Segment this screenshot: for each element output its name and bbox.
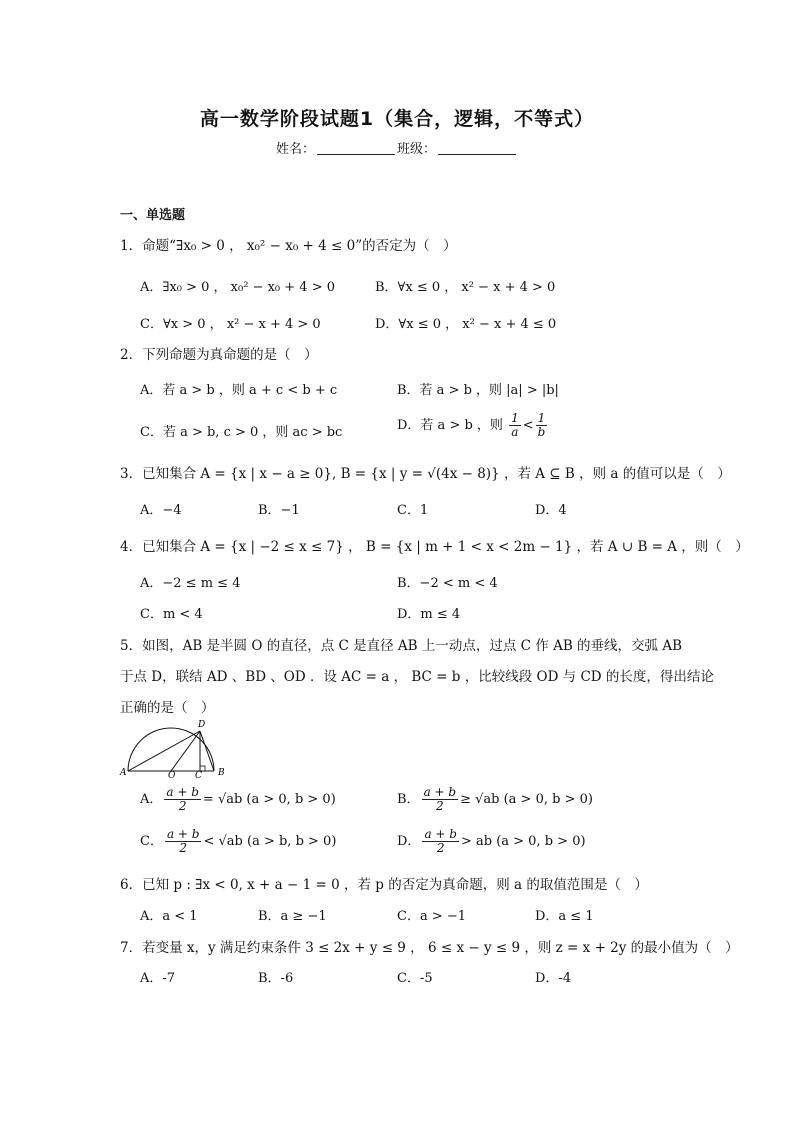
q5-stem-line-3: 正确的是（ ） — [120, 700, 215, 716]
frac-numerator: a + b — [424, 827, 457, 841]
segment-bd — [200, 731, 214, 771]
q2-option-a: A．若 a > b ，则 a + c < b + c — [140, 383, 338, 398]
option-letter: C． — [140, 834, 163, 849]
q5-option-a — [140, 786, 336, 813]
frac-numerator: a + b — [166, 785, 199, 799]
option-letter: A． — [140, 792, 163, 807]
name-blank — [317, 141, 395, 155]
q5-option-c — [140, 828, 336, 855]
q5-option-b — [397, 786, 593, 813]
option-expression: = √ab (a > 0, b > 0) — [202, 792, 336, 807]
q7-stem: 7．若变量 x，y 满足约束条件 3 ≤ 2x + y ≤ 9 ， 6 ≤ x − y ≤ 9 ，则 z = x + 2y 的最小值为（ ） — [120, 940, 739, 956]
q3-option-b: B．−1 — [258, 503, 300, 518]
label-d: D — [198, 720, 206, 730]
frac-denominator: 2 — [436, 799, 444, 813]
fraction-a-plus-b-over-2 — [165, 828, 202, 855]
label-o: O — [168, 771, 176, 778]
q4-option-d: D．m ≤ 4 — [397, 607, 461, 622]
q5-option-d — [397, 828, 586, 855]
less-than-symbol: < — [522, 418, 534, 433]
option-expression: > ab (a > 0, b > 0) — [460, 834, 586, 849]
q6-option-d: D．a ≤ 1 — [535, 909, 594, 924]
q3-stem: 3．已知集合 A = {x | x − a ≥ 0}, B = {x | y = √(4x − 8)} ，若 A ⊆ B ，则 a 的值可以是（ ） — [120, 466, 731, 482]
frac-denominator: 2 — [436, 841, 445, 855]
segment-ad — [128, 731, 200, 771]
q2-option-d-prefix: D．若 a > b ，则 — [397, 418, 503, 433]
q2-option-b: B．若 a > b ，则 |a| > |b| — [397, 383, 559, 398]
q2-fraction-1-over-a — [509, 412, 521, 439]
q5-stem-line-1: 5．如图，AB 是半圆 O 的直径，点 C 是直径 AB 上一动点，过点 C 作 AB 的垂线，交弧 AB — [120, 638, 682, 654]
q3-option-a: A．−4 — [140, 503, 182, 518]
fraction-a-plus-b-over-2 — [422, 786, 459, 813]
option-expression: ≥ √ab (a > 0, b > 0) — [460, 792, 593, 807]
q1-option-a: A．∃x₀ > 0 ， x₀² − x₀ + 4 > 0 — [140, 280, 335, 295]
frac-numerator: 1 — [511, 411, 519, 425]
q1-option-b: B．∀x ≤ 0 ， x² − x + 4 > 0 — [375, 280, 556, 295]
class-blank — [438, 141, 516, 155]
fraction-a-plus-b-over-2 — [164, 786, 201, 813]
q3-option-d: D．4 — [535, 503, 567, 518]
q5-stem-line-2: 于点 D，联结 AD 、BD 、OD ．设 AC = a ， BC = b ，比较线段 OD 与 CD 的长度，得出结论 — [120, 669, 714, 685]
name-label: 姓名： — [275, 142, 315, 157]
q2-option-d — [397, 412, 549, 439]
class-label: 班级： — [397, 142, 437, 157]
q2-fraction-1-over-b — [536, 412, 548, 439]
q1-stem: 1．命题“∃x₀ > 0 ， x₀² − x₀ + 4 ≤ 0”的否定为（ ） — [120, 238, 457, 254]
q1-option-c: C．∀x > 0 ， x² − x + 4 > 0 — [140, 317, 321, 332]
q6-option-c: C．a > −1 — [397, 909, 467, 924]
section-heading: 一、单选题 — [120, 208, 186, 223]
segment-od — [171, 731, 200, 771]
q4-option-a: A．−2 ≤ m ≤ 4 — [140, 576, 241, 591]
frac-numerator: a + b — [423, 785, 457, 799]
q3-option-c: C．1 — [397, 503, 429, 518]
q6-option-a: A．a < 1 — [140, 909, 198, 924]
frac-denominator: 2 — [179, 841, 188, 855]
frac-denominator: b — [537, 425, 546, 439]
label-a: A — [120, 768, 127, 778]
q6-stem: 6．已知 p : ∃x < 0, x + a − 1 = 0 ，若 p 的否定为真命题，则 a 的取值范围是（ ） — [120, 877, 648, 893]
fraction-a-plus-b-over-2 — [422, 828, 459, 855]
page-title: 高一数学阶段试题1（集合，逻辑，不等式） — [199, 108, 595, 130]
q7-option-d: D．-4 — [535, 971, 572, 986]
q2-stem: 2．下列命题为真命题的是（ ） — [120, 347, 318, 363]
q7-option-a: A．-7 — [140, 971, 176, 986]
q2-option-c: C．若 a > b, c > 0 ，则 ac > bc — [140, 425, 343, 440]
q1-option-d: D．∀x ≤ 0 ， x² − x + 4 ≤ 0 — [375, 317, 557, 332]
q6-option-b: B．a ≥ −1 — [258, 909, 327, 924]
frac-denominator: a — [511, 425, 519, 439]
student-info-line — [0, 138, 794, 157]
option-letter: B． — [397, 792, 420, 807]
q4-option-c: C．m < 4 — [140, 607, 203, 622]
label-c: C — [195, 771, 202, 778]
q7-option-b: B．-6 — [258, 971, 294, 986]
semicircle-diagram — [118, 716, 236, 778]
q4-option-b: B．−2 < m < 4 — [397, 576, 498, 591]
frac-numerator: a + b — [166, 827, 200, 841]
q4-stem: 4．已知集合 A = {x | −2 ≤ x ≤ 7} ， B = {x | m + 1 < x < 2m − 1} ，若 A ∪ B = A ，则（ ） — [120, 539, 749, 555]
frac-numerator: 1 — [537, 411, 546, 425]
q7-option-c: C．-5 — [397, 971, 433, 986]
option-expression: < √ab (a > b, b > 0) — [203, 834, 337, 849]
label-b: B — [218, 768, 225, 778]
frac-denominator: 2 — [178, 799, 187, 813]
option-letter: D． — [397, 834, 421, 849]
